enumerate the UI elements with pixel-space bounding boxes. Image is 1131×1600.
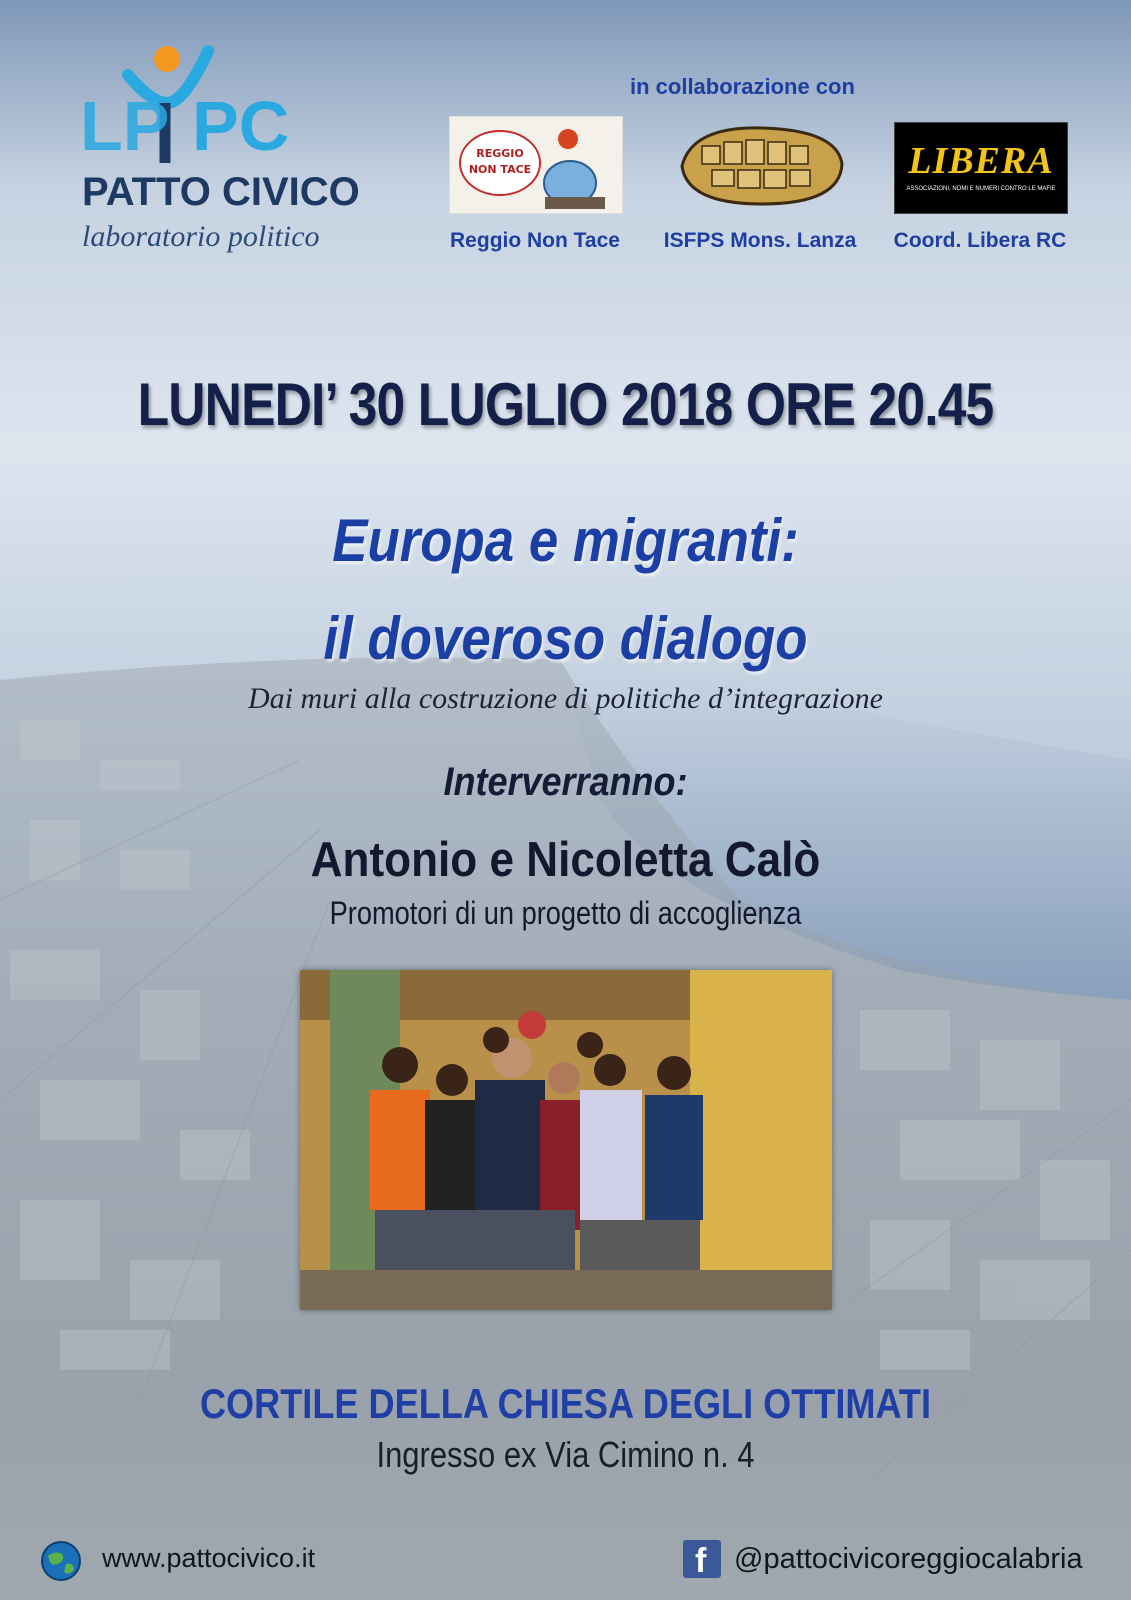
facebook-handle[interactable]: @pattocivicoreggiocalabria	[734, 1543, 1083, 1575]
partner-label-libera: Coord. Libera RC	[893, 229, 1067, 252]
globe-icon	[40, 1540, 82, 1582]
event-date-time: LUNEDI’ 30 LUGLIO 2018 ORE 20.45	[137, 371, 994, 438]
event-title-line2: il doveroso dialogo	[323, 605, 808, 672]
speaker-names: Antonio e Nicoletta Calò	[310, 833, 821, 887]
svg-text:PC: PC	[192, 87, 290, 165]
partner-label-isfps: ISFPS Mons. Lanza	[663, 229, 857, 252]
group-photo	[300, 970, 832, 1310]
speakers-label: Interverranno:	[443, 760, 688, 804]
libera-logo	[894, 122, 1068, 214]
libera-subtext: ASSOCIAZIONI, NOMI E NUMERI CONTRO LE MAFIE	[906, 186, 1056, 192]
isfps-logo	[672, 116, 850, 212]
event-subtitle: Dai muri alla costruzione di politiche d’integrazione	[248, 682, 883, 715]
logo-tagline: laboratorio politico	[82, 220, 320, 253]
venue-address: Ingresso ex Via Cimino n. 4	[376, 1434, 755, 1475]
speaker-role: Promotori di un progetto di accoglienza	[329, 895, 802, 931]
venue-name: CORTILE DELLA CHIESA DEGLI OTTIMATI	[199, 1380, 932, 1427]
svg-text:REGGIO: REGGIO	[476, 147, 524, 160]
partner-label-reggio-non-tace: Reggio Non Tace	[450, 229, 620, 252]
facebook-icon: f	[683, 1540, 721, 1578]
libera-wordmark: LIBERA	[908, 140, 1054, 182]
collaboration-label: in collaborazione con	[630, 74, 855, 99]
svg-text:LP: LP	[80, 87, 170, 165]
svg-text:NON TACE: NON TACE	[468, 163, 532, 176]
logo-mark	[80, 45, 400, 170]
logo-name: PATTO CIVICO	[82, 170, 360, 214]
event-title-line1: Europa e migranti:	[332, 507, 799, 574]
reggio-non-tace-logo	[449, 116, 623, 214]
website-link[interactable]: www.pattocivico.it	[102, 1543, 316, 1573]
